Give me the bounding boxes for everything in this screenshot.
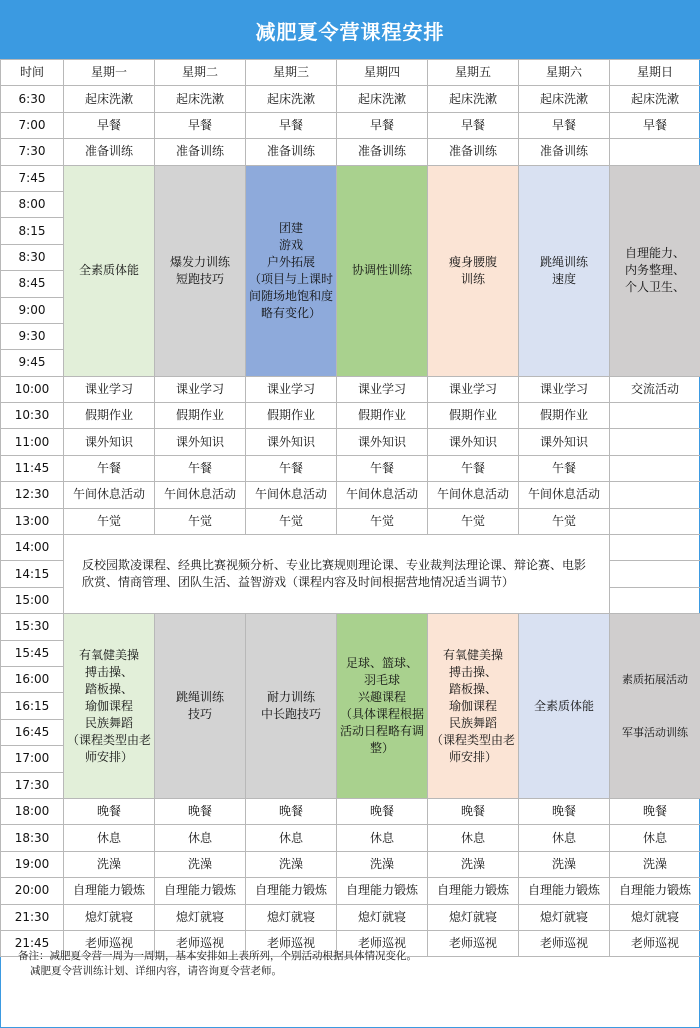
tuesday-morning-block: 爆发力训练 短跑技巧 <box>155 165 246 376</box>
time-cell: 20:00 <box>1 878 64 904</box>
schedule-cell: 熄灯就寝 <box>337 904 428 930</box>
header-wednesday: 星期三 <box>246 60 337 86</box>
schedule-cell: 洗澡 <box>519 851 610 877</box>
table-row <box>1 825 700 851</box>
schedule-cell <box>610 482 700 508</box>
schedule-cell: 交流活动 <box>610 376 700 402</box>
time-cell: 9:30 <box>1 323 64 349</box>
schedule-cell: 午觉 <box>246 508 337 534</box>
table-row <box>1 112 700 138</box>
schedule-cell: 课业学习 <box>246 376 337 402</box>
schedule-cell <box>610 455 700 481</box>
schedule-cell: 起床洗漱 <box>610 86 700 112</box>
time-cell: 16:45 <box>1 719 64 745</box>
friday-afternoon-block: 有氧健美操 搏击操、 踏板操、 瑜伽课程 民族舞蹈 （课程类型由老师安排） <box>428 614 519 799</box>
schedule-cell: 早餐 <box>428 112 519 138</box>
schedule-cell: 洗澡 <box>64 851 155 877</box>
sunday-afternoon-block <box>610 614 700 799</box>
schedule-cell: 熄灯就寝 <box>64 904 155 930</box>
time-cell: 14:15 <box>1 561 64 587</box>
schedule-cell: 假期作业 <box>428 403 519 429</box>
schedule-cell: 休息 <box>64 825 155 851</box>
schedule-cell: 午间休息活动 <box>337 482 428 508</box>
time-cell: 15:45 <box>1 640 64 666</box>
schedule-cell: 自理能力锻炼 <box>519 878 610 904</box>
schedule-cell: 老师巡视 <box>337 930 428 956</box>
schedule-cell: 熄灯就寝 <box>155 904 246 930</box>
schedule-cell: 课业学习 <box>337 376 428 402</box>
schedule-cell: 午餐 <box>155 455 246 481</box>
thursday-afternoon-block: 足球、篮球、 羽毛球 兴趣课程 （具体课程根据活动日程略有调整） <box>337 614 428 799</box>
header-monday: 星期一 <box>64 60 155 86</box>
schedule-cell: 午餐 <box>428 455 519 481</box>
schedule-cell: 午餐 <box>246 455 337 481</box>
schedule-cell: 假期作业 <box>337 403 428 429</box>
table-row <box>1 139 700 165</box>
schedule-cell: 晚餐 <box>428 798 519 824</box>
table-row <box>1 455 700 481</box>
schedule-cell: 课业学习 <box>155 376 246 402</box>
footnotes <box>18 949 688 979</box>
schedule-cell: 洗澡 <box>428 851 519 877</box>
schedule-cell <box>610 587 700 613</box>
header-thursday: 星期四 <box>337 60 428 86</box>
schedule-cell: 午餐 <box>337 455 428 481</box>
time-cell: 19:00 <box>1 851 64 877</box>
schedule-cell: 准备训练 <box>64 139 155 165</box>
wednesday-morning-block: 团建 游戏 户外拓展 （项目与上课时间随场地饱和度略有变化） <box>246 165 337 376</box>
wednesday-afternoon-block: 耐力训练 中长跑技巧 <box>246 614 337 799</box>
schedule-cell: 洗澡 <box>155 851 246 877</box>
schedule-cell: 休息 <box>428 825 519 851</box>
schedule-table <box>0 59 700 957</box>
schedule-cell: 老师巡视 <box>64 930 155 956</box>
time-cell: 7:45 <box>1 165 64 191</box>
schedule-cell: 午觉 <box>155 508 246 534</box>
schedule-cell: 熄灯就寝 <box>246 904 337 930</box>
schedule-cell: 起床洗漱 <box>428 86 519 112</box>
time-cell: 10:30 <box>1 403 64 429</box>
time-cell: 8:30 <box>1 244 64 270</box>
table-row <box>1 403 700 429</box>
schedule-cell: 晚餐 <box>155 798 246 824</box>
friday-morning-block: 瘦身腰腹 训练 <box>428 165 519 376</box>
time-cell: 21:30 <box>1 904 64 930</box>
schedule-cell: 午间休息活动 <box>246 482 337 508</box>
schedule-cell: 午觉 <box>64 508 155 534</box>
footnote-line-1: 备注：减肥夏令营一周为一周期，基本安排如上表所列，个别活动根据具体情况变化。 <box>18 950 417 962</box>
schedule-cell <box>610 561 700 587</box>
saturday-afternoon-block: 全素质体能 <box>519 614 610 799</box>
schedule-cell: 假期作业 <box>519 403 610 429</box>
schedule-cell: 晚餐 <box>519 798 610 824</box>
table-row <box>1 851 700 877</box>
schedule-cell: 老师巡视 <box>519 930 610 956</box>
afternoon-note: 反校园欺凌课程、经典比赛视频分析、专业比赛规则理论课、专业裁判法理论课、辩论赛、电影欣赏、情商管理、团队生活、益智游戏（课程内容及时间根据营地情况适当调节） <box>64 535 610 614</box>
table-row <box>1 798 700 824</box>
schedule-cell <box>610 403 700 429</box>
schedule-cell: 课外知识 <box>337 429 428 455</box>
tuesday-afternoon-block: 跳绳训练 技巧 <box>155 614 246 799</box>
schedule-cell <box>610 508 700 534</box>
monday-morning-block: 全素质体能 <box>64 165 155 376</box>
schedule-cell <box>610 139 700 165</box>
time-cell: 13:00 <box>1 508 64 534</box>
table-row <box>1 508 700 534</box>
time-cell: 7:00 <box>1 112 64 138</box>
schedule-cell: 熄灯就寝 <box>519 904 610 930</box>
time-cell: 17:30 <box>1 772 64 798</box>
schedule-cell: 休息 <box>610 825 700 851</box>
time-cell: 8:00 <box>1 191 64 217</box>
schedule-cell: 老师巡视 <box>155 930 246 956</box>
schedule-cell: 老师巡视 <box>428 930 519 956</box>
schedule-cell: 早餐 <box>246 112 337 138</box>
schedule-cell: 准备训练 <box>155 139 246 165</box>
schedule-cell <box>610 429 700 455</box>
schedule-cell: 午餐 <box>64 455 155 481</box>
schedule-cell: 午间休息活动 <box>519 482 610 508</box>
schedule-cell: 课业学习 <box>519 376 610 402</box>
schedule-cell: 午觉 <box>337 508 428 534</box>
table-row <box>1 86 700 112</box>
header-sunday: 星期日 <box>610 60 700 86</box>
table-row <box>1 904 700 930</box>
schedule-cell: 早餐 <box>337 112 428 138</box>
header-friday: 星期五 <box>428 60 519 86</box>
header-time: 时间 <box>1 60 64 86</box>
header-row <box>1 60 700 86</box>
schedule-cell: 起床洗漱 <box>337 86 428 112</box>
schedule-cell: 假期作业 <box>155 403 246 429</box>
schedule-cell: 午觉 <box>428 508 519 534</box>
schedule-cell: 起床洗漱 <box>246 86 337 112</box>
schedule-cell: 起床洗漱 <box>155 86 246 112</box>
schedule-cell: 早餐 <box>155 112 246 138</box>
header-tuesday: 星期二 <box>155 60 246 86</box>
sunday-activity-bottom: 军事活动训练 <box>622 726 688 740</box>
schedule-cell: 午间休息活动 <box>64 482 155 508</box>
schedule-cell: 课外知识 <box>155 429 246 455</box>
schedule-cell: 自理能力锻炼 <box>155 878 246 904</box>
schedule-cell: 假期作业 <box>64 403 155 429</box>
schedule-cell: 洗澡 <box>610 851 700 877</box>
time-cell: 15:00 <box>1 587 64 613</box>
page-title: 减肥夏令营课程安排 <box>0 0 700 60</box>
schedule-cell: 起床洗漱 <box>519 86 610 112</box>
schedule-cell: 课外知识 <box>428 429 519 455</box>
schedule-cell: 课业学习 <box>64 376 155 402</box>
schedule-cell: 早餐 <box>64 112 155 138</box>
schedule-cell: 起床洗漱 <box>64 86 155 112</box>
time-cell: 6:30 <box>1 86 64 112</box>
schedule-cell: 早餐 <box>519 112 610 138</box>
schedule-cell: 休息 <box>519 825 610 851</box>
thursday-morning-block: 协调性训练 <box>337 165 428 376</box>
schedule-cell: 自理能力锻炼 <box>246 878 337 904</box>
time-cell: 11:00 <box>1 429 64 455</box>
schedule-cell: 午餐 <box>519 455 610 481</box>
time-cell: 9:45 <box>1 350 64 376</box>
monday-afternoon-block: 有氧健美操 搏击操、 踏板操、 瑜伽课程 民族舞蹈 （课程类型由老师安排） <box>64 614 155 799</box>
time-cell: 21:45 <box>1 930 64 956</box>
schedule-cell: 早餐 <box>610 112 700 138</box>
time-cell: 12:30 <box>1 482 64 508</box>
header-saturday: 星期六 <box>519 60 610 86</box>
schedule-cell: 晚餐 <box>246 798 337 824</box>
footnote-line-2: 减肥夏令营训练计划、详细内容，请咨询夏令营老师。 <box>30 965 282 977</box>
time-cell: 7:30 <box>1 139 64 165</box>
table-row <box>1 165 700 191</box>
time-cell: 15:30 <box>1 614 64 640</box>
schedule-cell: 洗澡 <box>246 851 337 877</box>
schedule-cell: 午间休息活动 <box>155 482 246 508</box>
schedule-cell: 晚餐 <box>337 798 428 824</box>
time-cell: 8:15 <box>1 218 64 244</box>
time-cell: 18:00 <box>1 798 64 824</box>
time-cell: 16:15 <box>1 693 64 719</box>
schedule-cell: 自理能力锻炼 <box>337 878 428 904</box>
table-row <box>1 429 700 455</box>
table-row <box>1 376 700 402</box>
schedule-cell: 晚餐 <box>64 798 155 824</box>
schedule-cell: 自理能力锻炼 <box>64 878 155 904</box>
schedule-cell: 午觉 <box>519 508 610 534</box>
schedule-cell: 休息 <box>337 825 428 851</box>
table-row <box>1 614 700 640</box>
schedule-cell <box>610 535 700 561</box>
time-cell: 18:30 <box>1 825 64 851</box>
schedule-cell: 课业学习 <box>428 376 519 402</box>
schedule-cell: 老师巡视 <box>246 930 337 956</box>
schedule-cell: 熄灯就寝 <box>428 904 519 930</box>
schedule-cell: 晚餐 <box>610 798 700 824</box>
sunday-activity-top: 素质拓展活动 <box>622 673 688 687</box>
schedule-cell: 休息 <box>246 825 337 851</box>
schedule-cell: 课外知识 <box>246 429 337 455</box>
sunday-morning-block: 自理能力、 内务整理、 个人卫生、 <box>610 165 700 376</box>
schedule-cell: 准备训练 <box>246 139 337 165</box>
schedule-cell: 洗澡 <box>337 851 428 877</box>
time-cell: 10:00 <box>1 376 64 402</box>
table-row <box>1 482 700 508</box>
time-cell: 8:45 <box>1 271 64 297</box>
schedule-cell: 准备训练 <box>519 139 610 165</box>
schedule-cell: 准备训练 <box>337 139 428 165</box>
table-row <box>1 535 700 561</box>
time-cell: 17:00 <box>1 746 64 772</box>
time-cell: 9:00 <box>1 297 64 323</box>
schedule-cell: 自理能力锻炼 <box>428 878 519 904</box>
schedule-cell: 课外知识 <box>519 429 610 455</box>
schedule-cell: 准备训练 <box>428 139 519 165</box>
schedule-cell: 午间休息活动 <box>428 482 519 508</box>
time-cell: 14:00 <box>1 535 64 561</box>
schedule-cell: 老师巡视 <box>610 930 700 956</box>
schedule-cell: 熄灯就寝 <box>610 904 700 930</box>
schedule-cell: 课外知识 <box>64 429 155 455</box>
schedule-cell: 假期作业 <box>246 403 337 429</box>
schedule-cell: 自理能力锻炼 <box>610 878 700 904</box>
schedule-cell: 休息 <box>155 825 246 851</box>
time-cell: 11:45 <box>1 455 64 481</box>
saturday-morning-block: 跳绳训练 速度 <box>519 165 610 376</box>
time-cell: 16:00 <box>1 666 64 692</box>
table-row <box>1 878 700 904</box>
